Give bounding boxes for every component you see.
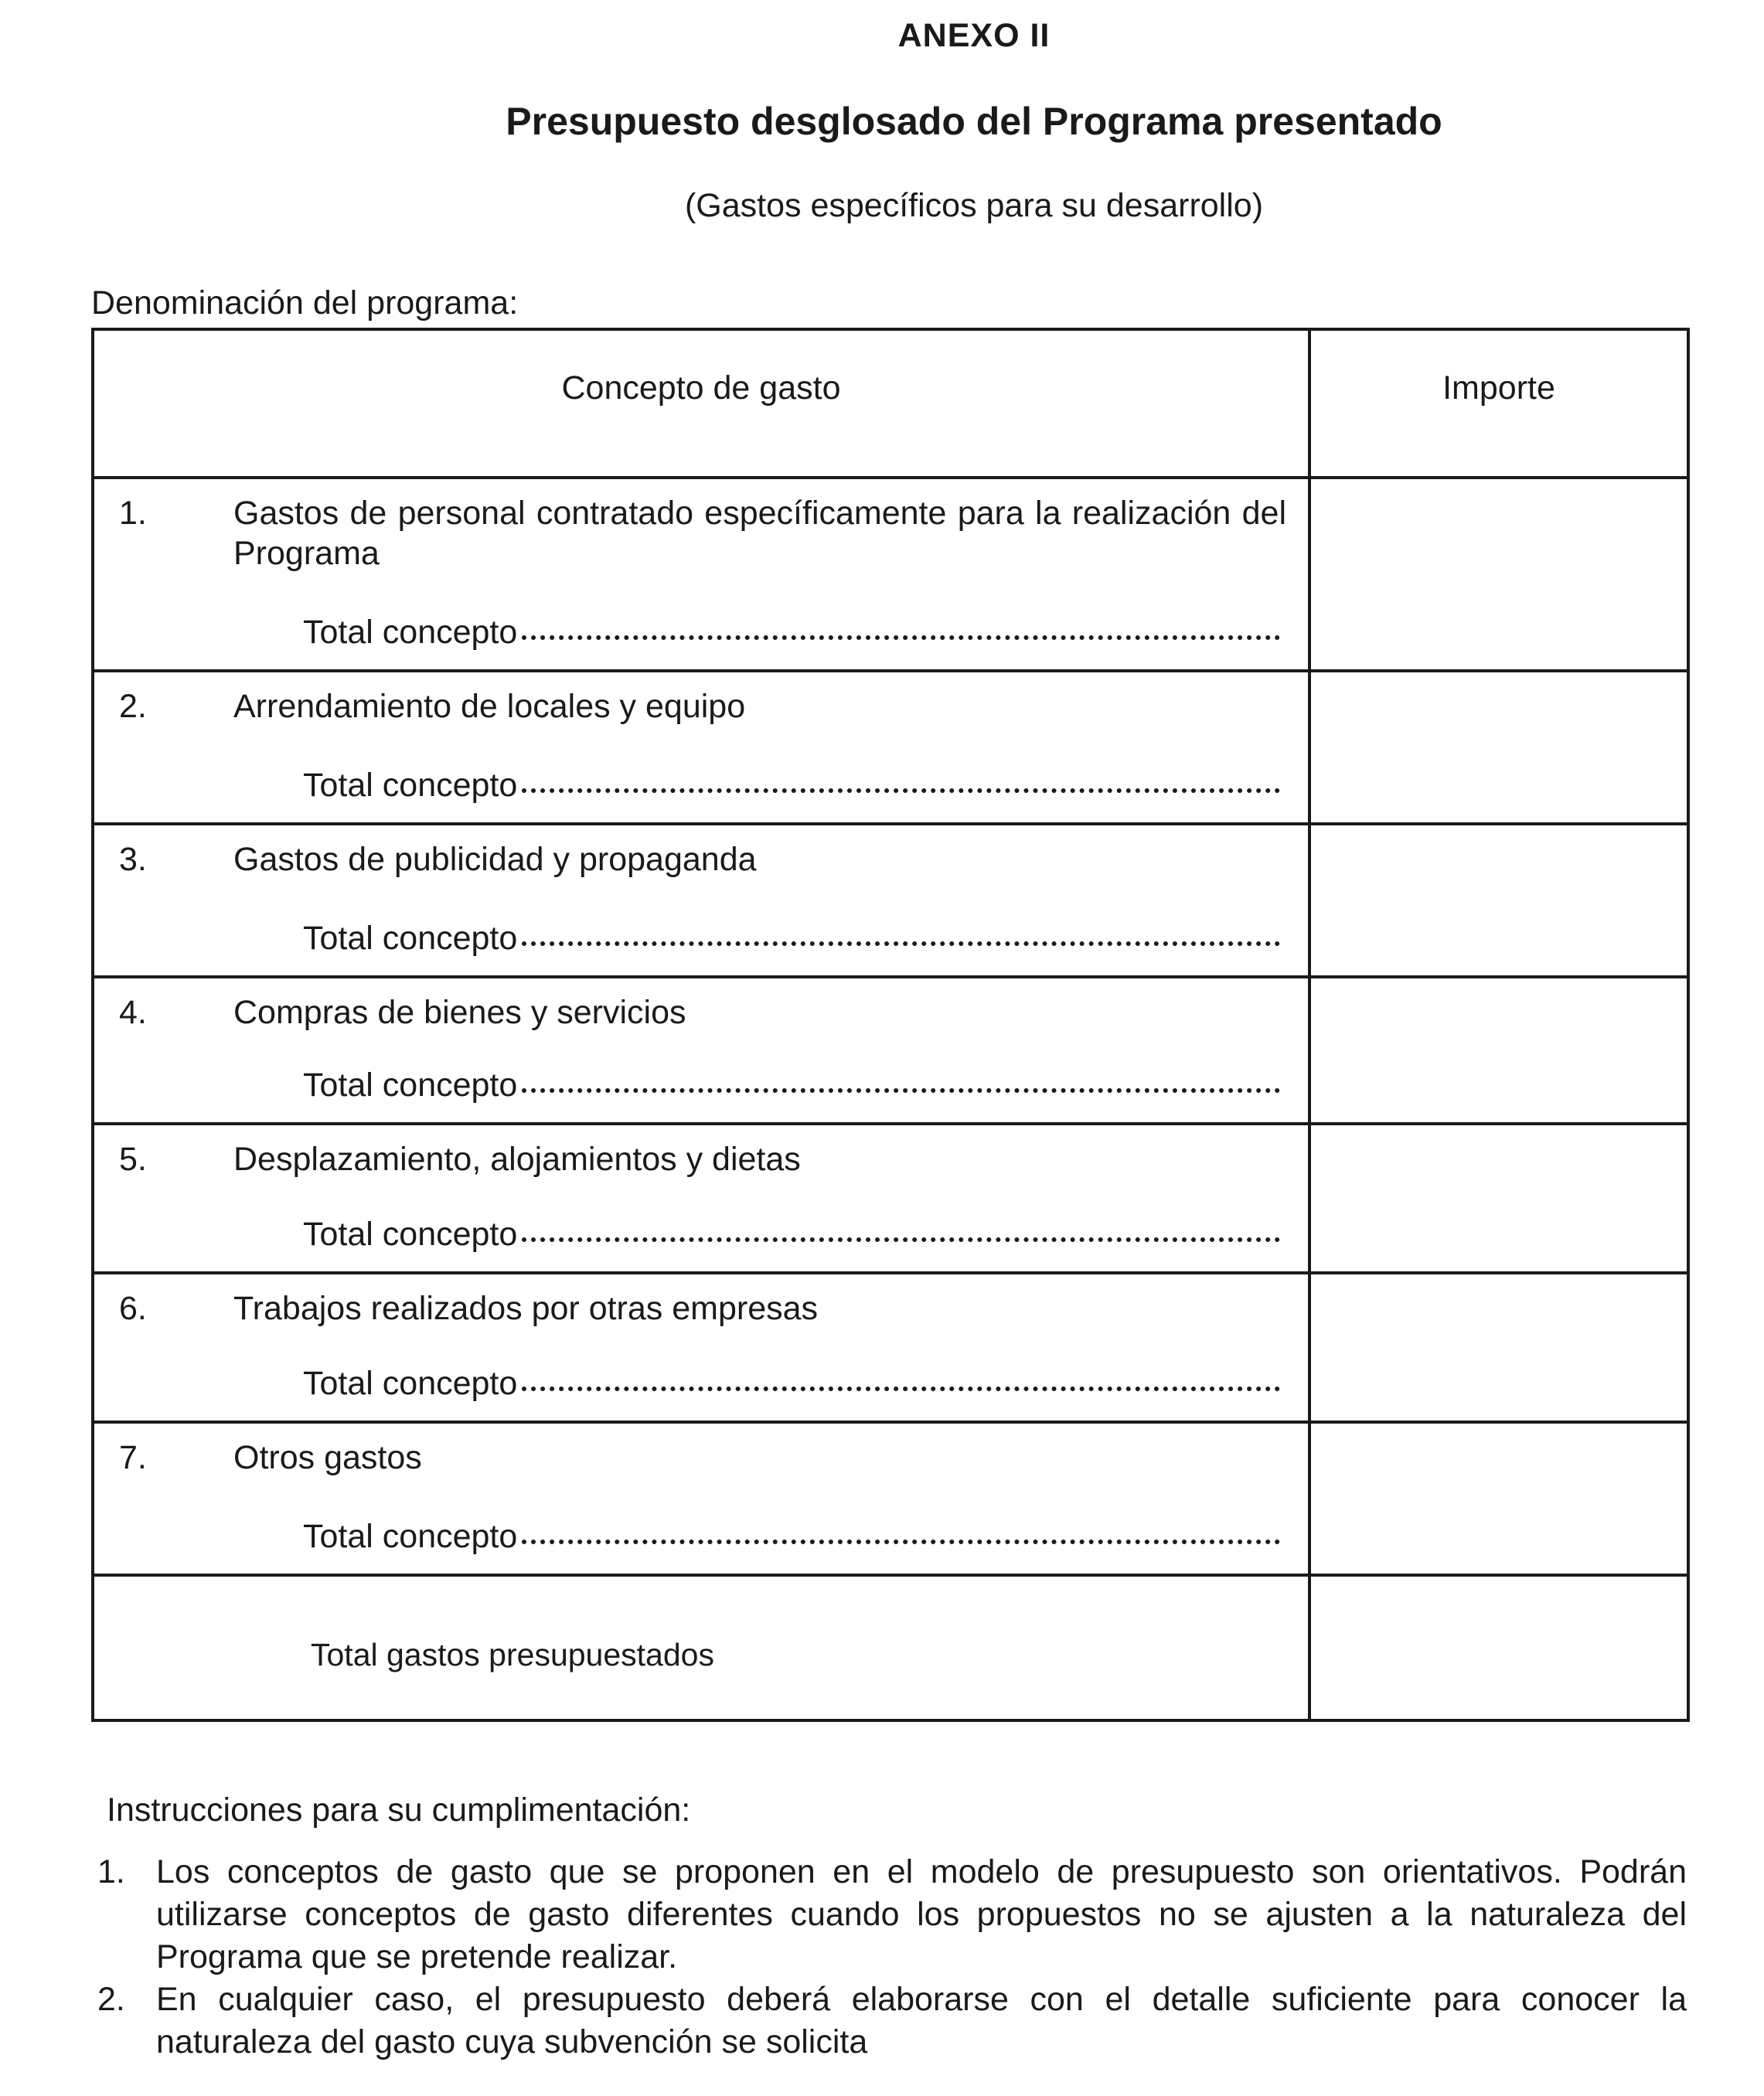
concept-label: Desplazamiento, alojamientos y dietas [233,1141,801,1178]
concept-cell [93,671,1309,824]
table-row [93,671,1688,824]
grand-total-row [93,1575,1688,1720]
concept-cell [93,1273,1309,1422]
item-number: 7. [119,1439,147,1476]
instruction-number: 1. [97,1853,125,1890]
total-concept-label: Total concepto [303,920,518,957]
concept-total-line [303,1363,1280,1404]
total-concept-label: Total concepto [303,1518,518,1555]
concept-cell [93,1422,1309,1575]
item-number: 4. [119,994,147,1031]
column-header-concept: Concepto de gasto [93,329,1309,478]
table-row [93,824,1688,977]
concept-total-line [303,765,1280,805]
concept-cell [93,1124,1309,1273]
dot-leader [522,788,1280,793]
instruction-text: En cualquier caso, el presupuesto deberá elaborarse con el detalle suficiente para conocer la naturaleza del gasto cuya subvención se solicita [156,1981,1687,2060]
dot-leader [522,1387,1280,1391]
budget-table [91,328,1690,1722]
amount-cell[interactable] [1309,478,1688,671]
concept-total-line [303,1065,1280,1105]
concept-label: Otros gastos [233,1439,422,1476]
table-row [93,977,1688,1124]
item-number: 1. [119,495,147,532]
concept-label: Compras de bienes y servicios [233,994,686,1031]
dot-leader [522,635,1280,640]
item-number: 6. [119,1290,147,1327]
concept-total-line [303,1214,1280,1254]
dot-leader [522,1540,1280,1544]
total-concept-label: Total concepto [303,614,518,651]
grand-total-label: Total gastos presupuestados [93,1575,1309,1720]
concept-label: Arrendamiento de locales y equipo [233,688,746,725]
program-name-label: Denominación del programa: [91,284,519,322]
total-concept-label: Total concepto [303,1365,518,1402]
concept-cell [93,824,1309,977]
total-concept-label: Total concepto [303,1067,518,1104]
amount-cell[interactable] [1309,1422,1688,1575]
concept-cell [93,478,1309,671]
amount-cell[interactable] [1309,1124,1688,1273]
concept-label: Gastos de publicidad y propaganda [233,841,757,878]
annex-heading: ANEXO II [897,17,1051,54]
table-header-row [93,329,1688,478]
concept-label: Trabajos realizados por otras empresas [233,1290,819,1327]
table-row [93,1273,1688,1422]
concept-total-line [303,918,1280,958]
dot-leader [522,941,1280,946]
list-item [91,1979,1687,2064]
item-number: 3. [119,841,147,878]
instructions-title: Instrucciones para su cumplimentación: [107,1791,691,1829]
table-row [93,1124,1688,1273]
table-row [93,1422,1688,1575]
document-title: Presupuesto desglosado del Programa presentado [506,100,1442,143]
table-row [93,478,1688,671]
grand-total-amount-cell[interactable] [1309,1575,1688,1720]
amount-cell[interactable] [1309,671,1688,824]
amount-cell[interactable] [1309,1273,1688,1422]
dot-leader [522,1237,1280,1242]
dot-leader [522,1088,1280,1093]
instruction-number: 2. [97,1981,125,2018]
total-concept-label: Total concepto [303,1216,518,1253]
item-number: 2. [119,688,147,725]
total-concept-label: Total concepto [303,767,518,804]
list-item [91,1851,1687,1979]
instruction-text: Los conceptos de gasto que se proponen en el modelo de presupuesto son orientativos. Podrán utilizarse conceptos de gasto diferentes cuando los propuestos no se ajusten a la naturaleza del Programa que se pretende realizar. [156,1853,1687,1975]
concept-total-line [303,612,1280,652]
amount-cell[interactable] [1309,824,1688,977]
concept-cell [93,977,1309,1124]
document-subtitle: (Gastos específicos para su desarrollo) [684,187,1264,224]
amount-cell[interactable] [1309,977,1688,1124]
item-number: 5. [119,1141,147,1178]
concept-label: Gastos de personal contratado específicamente para la realización del Programa [233,495,1286,572]
concept-total-line [303,1516,1280,1557]
instructions-list [91,1851,1687,2064]
column-header-amount: Importe [1309,329,1688,478]
